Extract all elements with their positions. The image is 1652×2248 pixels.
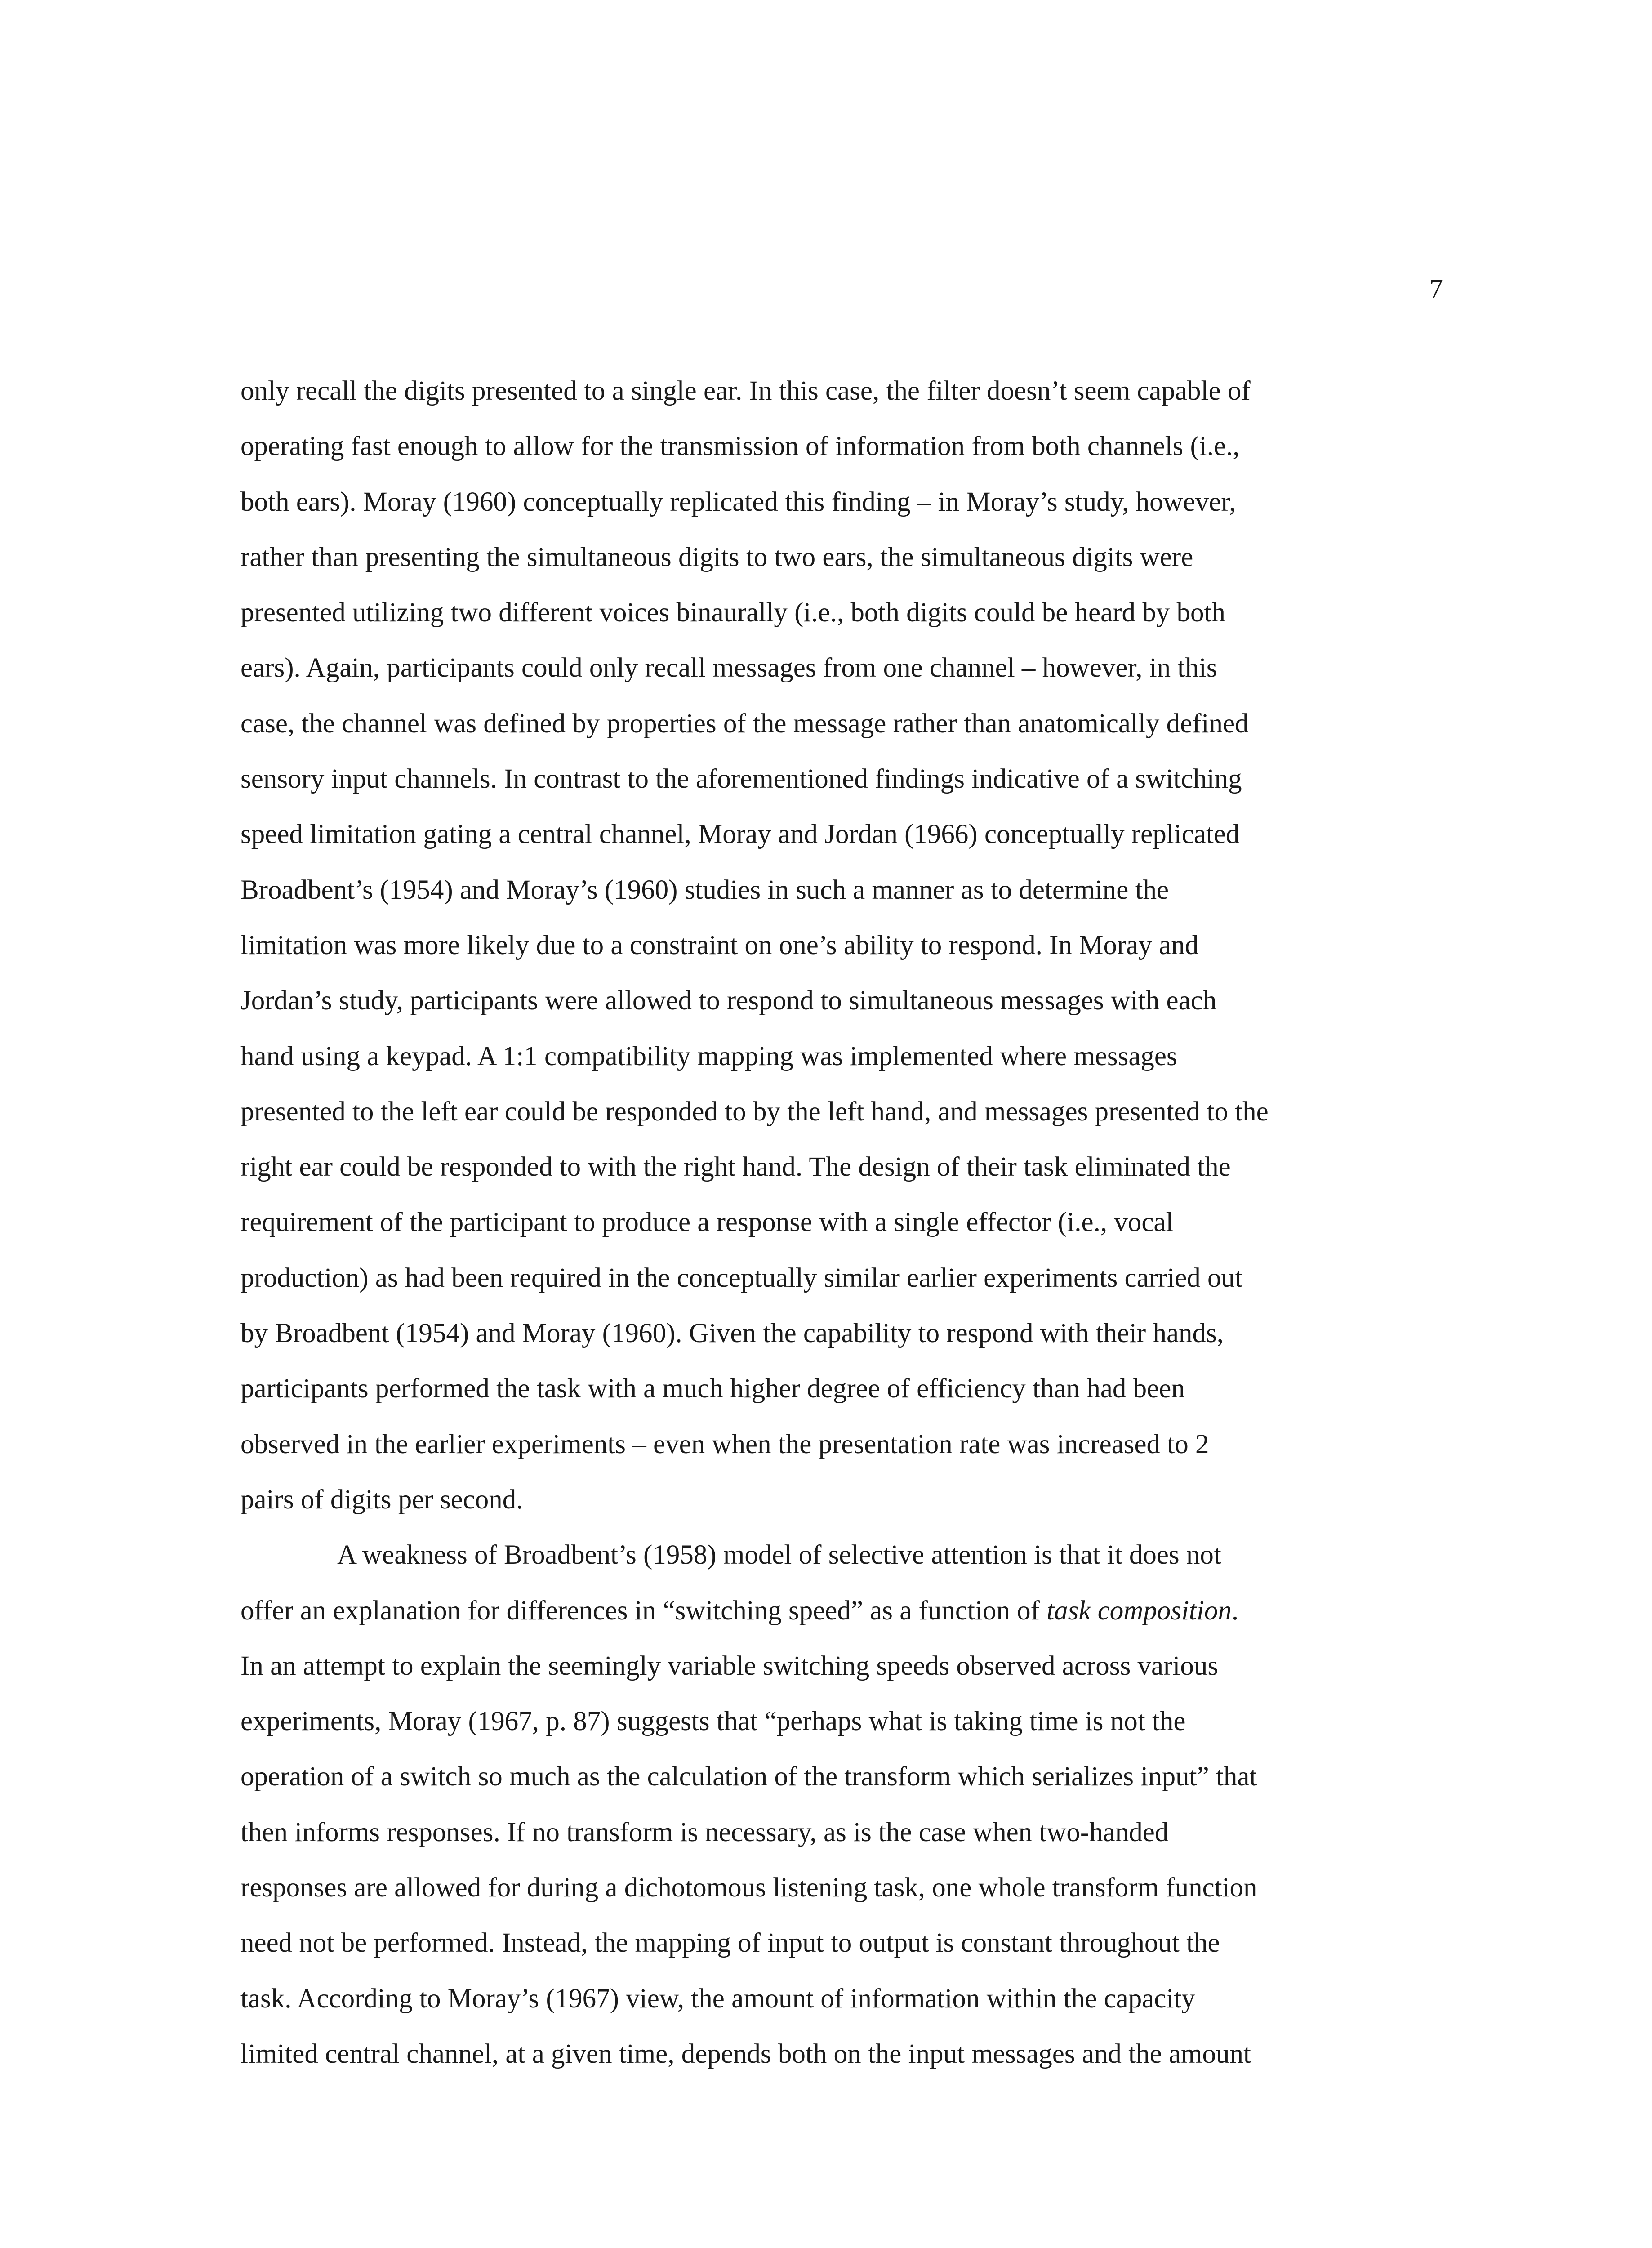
text-line: pairs of digits per second. [240, 1484, 523, 1515]
italic-term: task composition [1046, 1595, 1232, 1626]
text-line: Jordan’s study, participants were allowed to respond to simultaneous messages with each [240, 986, 1217, 1016]
text-line: Broadbent’s (1954) and Moray’s (1960) studies in such a manner as to determine the [240, 874, 1169, 905]
text-line: experiments, Moray (1967, p. 87) suggests that “perhaps what is taking time is not the [240, 1706, 1186, 1737]
text-line: limited central channel, at a given time, depends both on the input messages and the amount [240, 2038, 1251, 2069]
text-line: only recall the digits presented to a single ear. In this case, the filter doesn’t seem capable of [240, 376, 1251, 406]
text-line: ears). Again, participants could only recall messages from one channel – however, in this [240, 653, 1217, 683]
text-line: requirement of the participant to produce a response with a single effector (i.e., vocal [240, 1207, 1174, 1238]
text-segment: offer an explanation for differences in “switching speed” as a function of [240, 1595, 1047, 1626]
text-line: operation of a switch so much as the calculation of the transform which serializes input” that [240, 1762, 1257, 1792]
text-line: limitation was more likely due to a constraint on one’s ability to respond. In Moray and [240, 930, 1199, 960]
text-line: sensory input channels. In contrast to the aforementioned findings indicative of a switching [240, 764, 1242, 794]
text-line: then informs responses. If no transform is necessary, as is the case when two-handed [240, 1817, 1169, 1847]
text-line: task. According to Moray’s (1967) view, the amount of information within the capacity [240, 1983, 1195, 2014]
text-line: In an attempt to explain the seemingly variable switching speeds observed across various [240, 1650, 1219, 1681]
text-line: by Broadbent (1954) and Moray (1960). Given the capability to respond with their hands, [240, 1318, 1224, 1349]
text-line: observed in the earlier experiments – even when the presentation rate was increased to 2 [240, 1429, 1209, 1459]
text-line: both ears). Moray (1960) conceptually replicated this finding – in Moray’s study, however, [240, 486, 1236, 517]
text-line: rather than presenting the simultaneous digits to two ears, the simultaneous digits were [240, 542, 1193, 572]
text-line: need not be performed. Instead, the mapping of input to output is constant throughout the [240, 1928, 1220, 1958]
paragraph-2 [240, 1527, 1445, 2082]
text-line: right ear could be responded to with the right hand. The design of their task eliminated the [240, 1152, 1231, 1182]
text-line: presented utilizing two different voices binaurally (i.e., both digits could be heard by both [240, 598, 1225, 628]
text-line: case, the channel was defined by properties of the message rather than anatomically defined [240, 708, 1249, 739]
text-line: presented to the left ear could be responded to by the left hand, and messages presented to the [240, 1096, 1269, 1127]
paragraph-1 [240, 363, 1445, 1527]
text-line: responses are allowed for during a dichotomous listening task, one whole transform function [240, 1873, 1257, 1903]
text-line: production) as had been required in the conceptually similar earlier experiments carried out [240, 1262, 1243, 1293]
text-line: participants performed the task with a much higher degree of efficiency than had been [240, 1374, 1185, 1404]
page-number: 7 [1429, 274, 1443, 303]
text-segment: . [1231, 1595, 1239, 1626]
text-line: hand using a keypad. A 1:1 compatibility mapping was implemented where messages [240, 1041, 1177, 1071]
text-line: operating fast enough to allow for the transmission of information from both channels (i.e., [240, 431, 1240, 462]
text-line [240, 1583, 1445, 1638]
body-text [240, 363, 1445, 2082]
text-line: A weakness of Broadbent’s (1958) model of selective attention is that it does not [337, 1540, 1221, 1570]
text-line: speed limitation gating a central channel, Moray and Jordan (1966) conceptually replicated [240, 819, 1240, 850]
